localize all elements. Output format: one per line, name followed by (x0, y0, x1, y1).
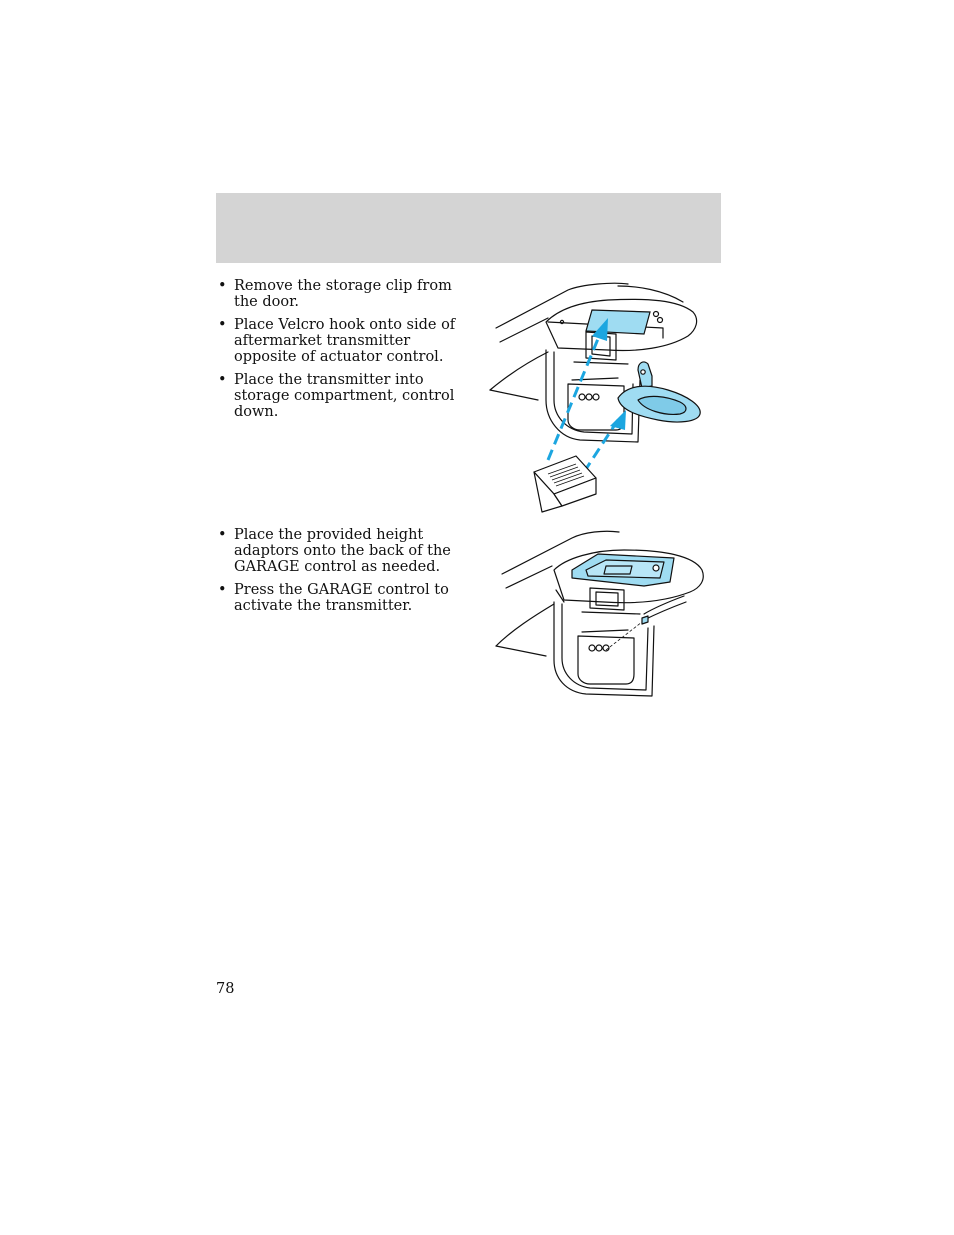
bullet-list-storage (216, 278, 471, 427)
bullet-item: • Press the GARAGE control to activate the transmitter. (216, 582, 471, 614)
bullet-item: • Place the transmitter into storage compartment, control down. (216, 372, 471, 420)
header-band (216, 193, 721, 263)
console-storage-illustration (488, 280, 704, 515)
bullet-item: • Place the provided height adaptors onto the back of the GARAGE control as needed. (216, 527, 471, 575)
page-number: 78 (216, 981, 235, 997)
console-installed-illustration (494, 530, 706, 698)
bullet-item: • Place Velcro hook onto side of aftermarket transmitter opposite of actuator control. (216, 317, 471, 365)
bullet-item: • Remove the storage clip from the door. (216, 278, 471, 310)
bullet-list-garage (216, 527, 471, 621)
